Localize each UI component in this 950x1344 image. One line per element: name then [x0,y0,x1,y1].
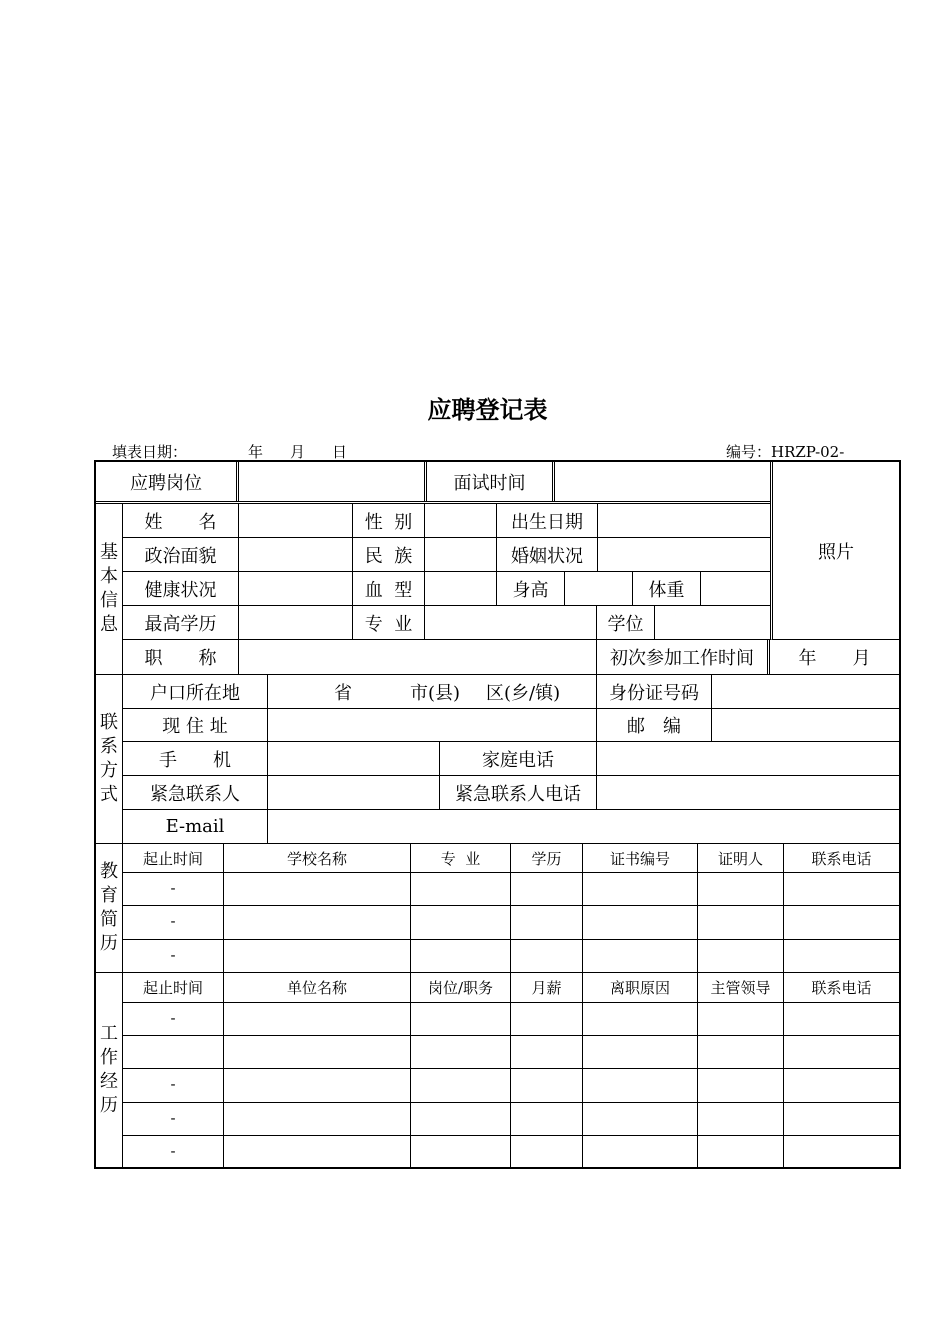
edu-major-input[interactable] [411,873,511,905]
fill-date-label: 填表日期： [112,443,188,461]
work-header-salary: 月薪 [511,973,583,1002]
work-header-company: 单位名称 [224,973,411,1002]
education-row [123,873,899,906]
row-political [123,538,770,572]
emergency-label: 紧急联系人 [123,776,268,809]
edu-header-witness: 证明人 [698,844,784,872]
work-row [123,1036,899,1069]
marital-label: 婚姻状况 [497,538,598,571]
ethnicity-label: 民 族 [353,538,425,571]
work-position-input[interactable] [411,1003,511,1035]
education-section-label: 教 育 简 历 [96,844,123,973]
edu-header-major: 专 业 [411,844,511,872]
edu-witness-input[interactable] [698,873,784,905]
row-address [123,709,899,742]
home-phone-input[interactable] [597,742,899,775]
edu-header-school: 学校名称 [224,844,411,872]
education-row [123,940,899,973]
first-work-year: 年 [798,648,817,669]
id-number-label: 身份证号码 [597,675,712,708]
work-salary-input[interactable] [511,1103,583,1135]
emergency-phone-input[interactable] [597,776,899,809]
edu-major-input[interactable] [411,940,511,972]
edu-period-input[interactable]: - [123,940,224,972]
education-row [123,906,899,940]
work-company-input[interactable] [224,1136,411,1167]
work-company-input[interactable] [224,1036,411,1068]
degree-input[interactable] [655,606,770,639]
work-period-input[interactable]: - [123,1136,224,1167]
work-reason-input[interactable] [583,1036,698,1068]
work-supervisor-input[interactable] [698,1103,784,1135]
work-salary-input[interactable] [511,1069,583,1102]
row-title [123,640,899,675]
edu-header-period: 起止时间 [123,844,224,872]
work-supervisor-input[interactable] [698,1003,784,1035]
row-position [96,462,770,504]
political-label: 政治面貌 [123,538,239,571]
degree-label: 学位 [597,606,655,639]
name-label: 姓 名 [123,504,239,537]
work-reason-input[interactable] [583,1103,698,1135]
id-number-input[interactable] [712,675,899,708]
weight-label: 体重 [633,572,701,605]
gender-label: 性 别 [353,504,425,537]
email-label: E-mail [123,810,268,843]
edu-phone-input[interactable] [784,940,899,972]
postcode-input[interactable] [712,709,899,741]
home-phone-label: 家庭电话 [440,742,597,775]
work-header-reason: 离职原因 [583,973,698,1002]
row-education [123,606,770,640]
work-header-phone: 联系电话 [811,979,872,997]
photo-box[interactable] [770,462,899,640]
work-supervisor-input[interactable] [698,1069,784,1102]
fill-date-year: 年 [248,443,264,461]
row-mobile [123,742,899,776]
edu-certificate-input[interactable] [583,906,698,939]
form-title: 应聘登记表 [427,396,548,424]
mobile-label: 手 机 [123,742,268,775]
form-number: 编号：HRZP-02- [726,443,845,461]
work-salary-input[interactable] [511,1136,583,1167]
work-position-input[interactable] [411,1103,511,1135]
title-label: 职 称 [123,640,239,674]
edu-major-input[interactable] [411,906,511,939]
basic-info-label: 基 本 信 息 [96,504,123,675]
photo-label: 照片 [818,541,854,563]
gender-input[interactable] [425,504,497,537]
work-reason-input[interactable] [583,1069,698,1102]
edu-witness-input[interactable] [698,940,784,972]
row-health [123,572,770,606]
fill-date-month: 月 [290,443,306,461]
edu-degree-input[interactable] [511,873,583,905]
postcode-label: 邮 编 [597,709,712,741]
work-header-position: 岗位/职务 [411,973,511,1002]
contact-label: 联 系 方 式 [96,675,123,844]
edu-school-input[interactable] [224,906,411,939]
work-reason-input[interactable] [583,1003,698,1035]
major-input[interactable] [425,606,597,639]
first-work-label: 初次参加工作时间 [597,640,770,674]
edu-header-degree: 学历 [511,844,583,872]
edu-phone-input[interactable] [784,906,899,939]
work-position-input[interactable] [411,1136,511,1167]
edu-witness-input[interactable] [698,906,784,939]
work-company-input[interactable] [224,1069,411,1102]
work-phone-input[interactable] [784,1136,899,1167]
edu-school-input[interactable] [224,873,411,905]
row-hukou [123,675,899,709]
ethnicity-input[interactable] [425,538,497,571]
name-input[interactable] [239,504,353,537]
education-header-row [123,844,899,873]
health-label: 健康状况 [123,572,239,605]
row-emergency [123,776,899,810]
edu-certificate-input[interactable] [583,873,698,905]
work-phone-input[interactable] [784,1069,899,1102]
position-label: 应聘岗位 [96,462,239,501]
work-row [123,1136,899,1167]
edu-period-input[interactable]: - [123,906,224,939]
row-email [123,810,899,844]
edu-period-input[interactable]: - [123,873,224,905]
political-input[interactable] [239,538,353,571]
work-supervisor-input[interactable] [698,1036,784,1068]
work-company-input[interactable] [224,1103,411,1135]
edu-degree-input[interactable] [511,940,583,972]
work-header-supervisor: 主管领导 [698,973,784,1002]
birth-date-input[interactable] [598,504,770,537]
work-salary-input[interactable] [511,1003,583,1035]
first-work-input[interactable] [770,640,899,674]
work-phone-input[interactable] [784,1003,899,1035]
work-row [123,1103,899,1136]
district-unit: 区(乡/镇) [486,682,561,704]
edu-school-input[interactable] [224,940,411,972]
work-position-input[interactable] [411,1036,511,1068]
edu-certificate-input[interactable] [583,940,698,972]
work-phone-input[interactable] [784,1103,899,1135]
height-input[interactable] [565,572,633,605]
work-period-input[interactable]: - [123,1069,224,1102]
blood-type-label: 血 型 [353,572,425,605]
emergency-input[interactable] [268,776,440,809]
marital-input[interactable] [598,538,770,571]
work-section-label: 工 作 经 历 [96,973,123,1167]
work-period-input[interactable]: - [123,1103,224,1135]
mobile-input[interactable] [268,742,440,775]
address-label: 现 住 址 [123,709,268,741]
education-label: 最高学历 [123,606,239,639]
title-input[interactable] [239,640,597,674]
blood-type-input[interactable] [425,572,497,605]
first-work-month: 月 [852,648,871,669]
fill-date-day: 日 [332,443,348,461]
city-unit: 市(县) [410,682,461,704]
edu-phone-input[interactable] [784,873,899,905]
work-phone-input[interactable] [784,1036,899,1068]
hukou-input[interactable] [268,675,597,708]
health-input[interactable] [239,572,353,605]
interview-time-input[interactable] [555,462,770,501]
province-unit: 省 [334,682,352,704]
edu-degree-input[interactable] [511,906,583,939]
work-position-input[interactable] [411,1069,511,1102]
birth-date-label: 出生日期 [497,504,598,537]
position-input[interactable] [239,462,427,501]
interview-time-label: 面试时间 [427,462,555,501]
address-input[interactable] [268,709,597,741]
work-salary-input[interactable] [511,1036,583,1068]
email-input[interactable] [268,810,899,843]
height-label: 身高 [497,572,565,605]
work-row [123,1003,899,1036]
emergency-phone-label: 紧急联系人电话 [440,776,597,809]
work-header-period: 起止时间 [123,973,224,1002]
education-input[interactable] [239,606,353,639]
work-supervisor-input[interactable] [698,1136,784,1167]
work-row [123,1069,899,1103]
work-period-input[interactable] [123,1036,224,1068]
hukou-label: 户口所在地 [123,675,268,708]
row-name [123,504,770,538]
work-reason-input[interactable] [583,1136,698,1167]
major-label: 专 业 [353,606,425,639]
edu-header-phone: 联系电话 [811,849,872,868]
work-period-input[interactable]: - [123,1003,224,1035]
weight-input[interactable] [701,572,770,605]
edu-header-certificate: 证书编号 [583,844,698,872]
work-company-input[interactable] [224,1003,411,1035]
work-header-row [123,973,899,1003]
